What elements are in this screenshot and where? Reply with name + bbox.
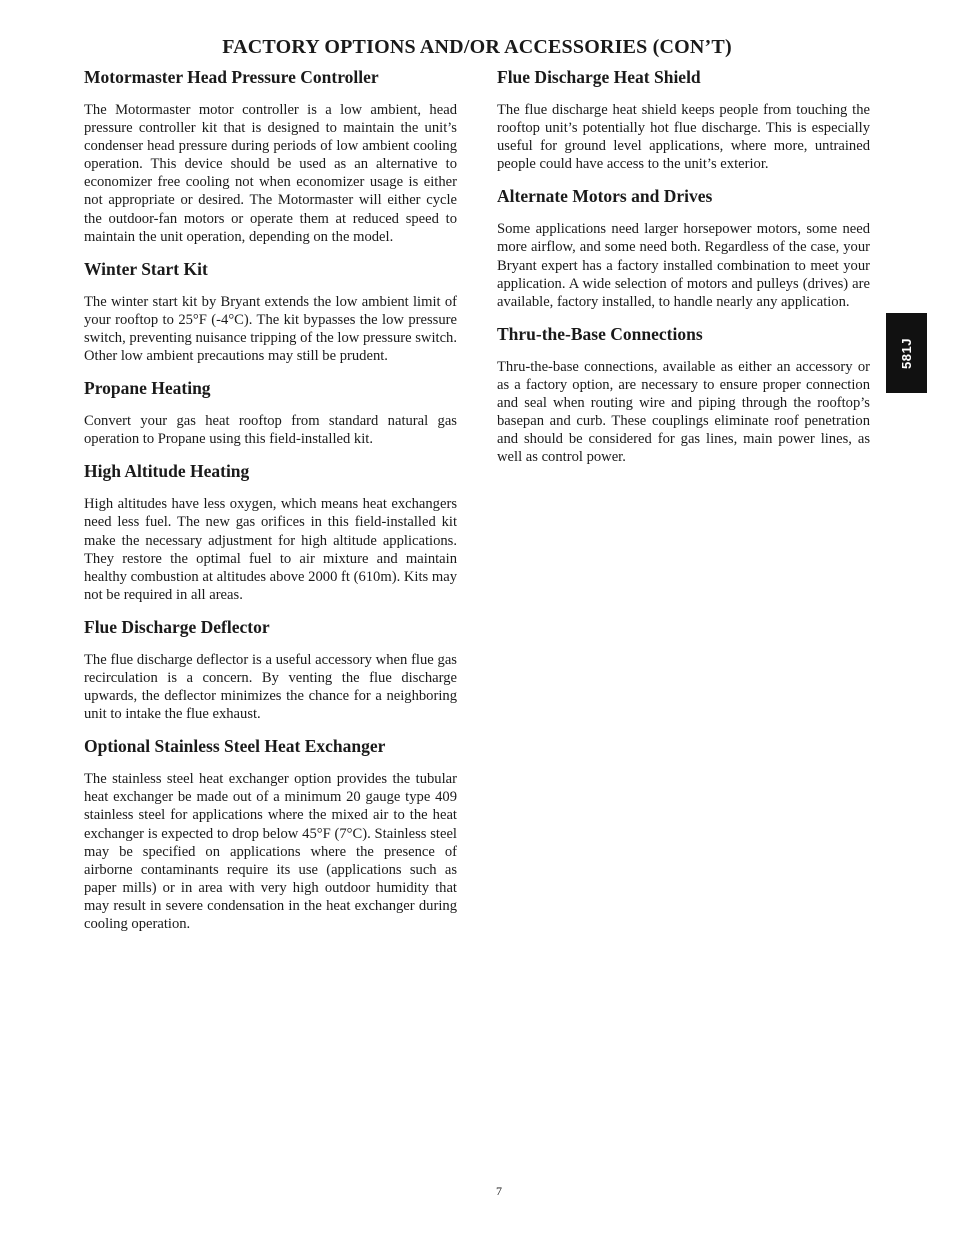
left-column: [84, 66, 457, 945]
section-heading: Thru-the-Base Connections: [497, 323, 703, 344]
section-stainless-heat-exchanger: [84, 735, 457, 933]
page-number: 7: [496, 1184, 502, 1198]
section-body: The flue discharge deflector is a useful accessory when flue gas recirculation is a concern. By venting the flue discharge upwards, the deflector minimizes the chance for a neighboring unit to intake the flue exhaust.: [84, 651, 457, 723]
section-heading: Flue Discharge Deflector: [84, 616, 270, 637]
section-body: High altitudes have less oxygen, which means heat exchangers need less fuel. The new gas orifices in this field-installed kit make the necessary adjustment for high altitude applications. They restore the optimal fuel to air mixture and maintain healthy combustion at altitudes above 2000 ft (610m). Kits may not be required in all areas.: [84, 496, 457, 603]
section-heading: Motormaster Head Pressure Controller: [84, 67, 379, 87]
section-heading: Winter Start Kit: [84, 258, 208, 279]
section-body: Convert your gas heat rooftop from standard natural gas operation to Propane using this field-installed kit.: [84, 413, 457, 448]
section-body: The flue discharge heat shield keeps people from touching the rooftop unit’s potentially hot flue discharge. This is especially useful for ground level applications, where more, untrained people could have access to the unit’s exterior.: [497, 102, 870, 173]
right-column: [497, 66, 870, 478]
section-heading: Flue Discharge Heat Shield: [497, 67, 701, 87]
section-flue-discharge-deflector: [84, 616, 457, 723]
section-body: Thru-the-base connections, available as either an accessory or as a factory option, are necessary to ensure proper connection and seal when routing wire and piping through the rooftop’s basepan and curb. These couplings eliminate roof penetration and should be considered for gas lines, main power lines, as well as control power.: [497, 358, 870, 466]
section-alternate-motors: [497, 185, 870, 310]
section-high-altitude-heating: [84, 460, 457, 604]
section-body: The winter start kit by Bryant extends the low ambient limit of your rooftop to 25°F (-4°C). The kit bypasses the low pressure switch, preventing nuisance tripping of the low pressure switch. Other low ambient precautions may still be prudent.: [84, 293, 457, 365]
model-label: 581J: [898, 337, 914, 369]
section-body: Some applications need larger horsepower motors, some need more airflow, and some need both. Regardless of the case, your Bryant expert has a factory installed combination to meet your application. A wide selection of motors and pulleys (drives) are available, factory installed, to handle nearly any application.: [497, 221, 870, 310]
section-body: The stainless steel heat exchanger option provides the tubular heat exchanger be made out of a minimum 20 gauge type 409 stainless steel for applications where the mixed air to the heat exchanger is expected to drop below 45°F (7°C). Stainless steel may be specified on applications where the presence of airborne contaminants require its use (applications such as paper mills) or in area with very high outdoor humidity that may result in severe condensation in the heat exchanger during cooling operation.: [84, 771, 457, 932]
section-flue-heat-shield: [497, 66, 870, 173]
section-body: The Motormaster motor controller is a low ambient, head pressure controller kit that is designed to maintain the unit’s condenser head pressure during periods of low ambient cooling operation. This device should be used as an alternative to economizer free cooling not when economizer usage is either not appropriate or desired. The Motormaster will either cycle the outdoor-fan motors or operate them at reduced speed to maintain the unit operation, depending on the model.: [84, 102, 457, 245]
section-heading: Alternate Motors and Drives: [497, 186, 713, 207]
section-thru-base-connections: [497, 323, 870, 467]
section-winter-start-kit: [84, 258, 457, 365]
section-motormaster: [84, 66, 457, 246]
model-side-tab: [886, 313, 927, 393]
section-heading: High Altitude Heating: [84, 461, 250, 482]
section-heading: Propane Heating: [84, 378, 211, 399]
page-title: FACTORY OPTIONS AND/OR ACCESSORIES (CON’T): [222, 36, 732, 58]
section-heading: Optional Stainless Steel Heat Exchanger: [84, 736, 386, 757]
section-propane-heating: [84, 377, 457, 448]
